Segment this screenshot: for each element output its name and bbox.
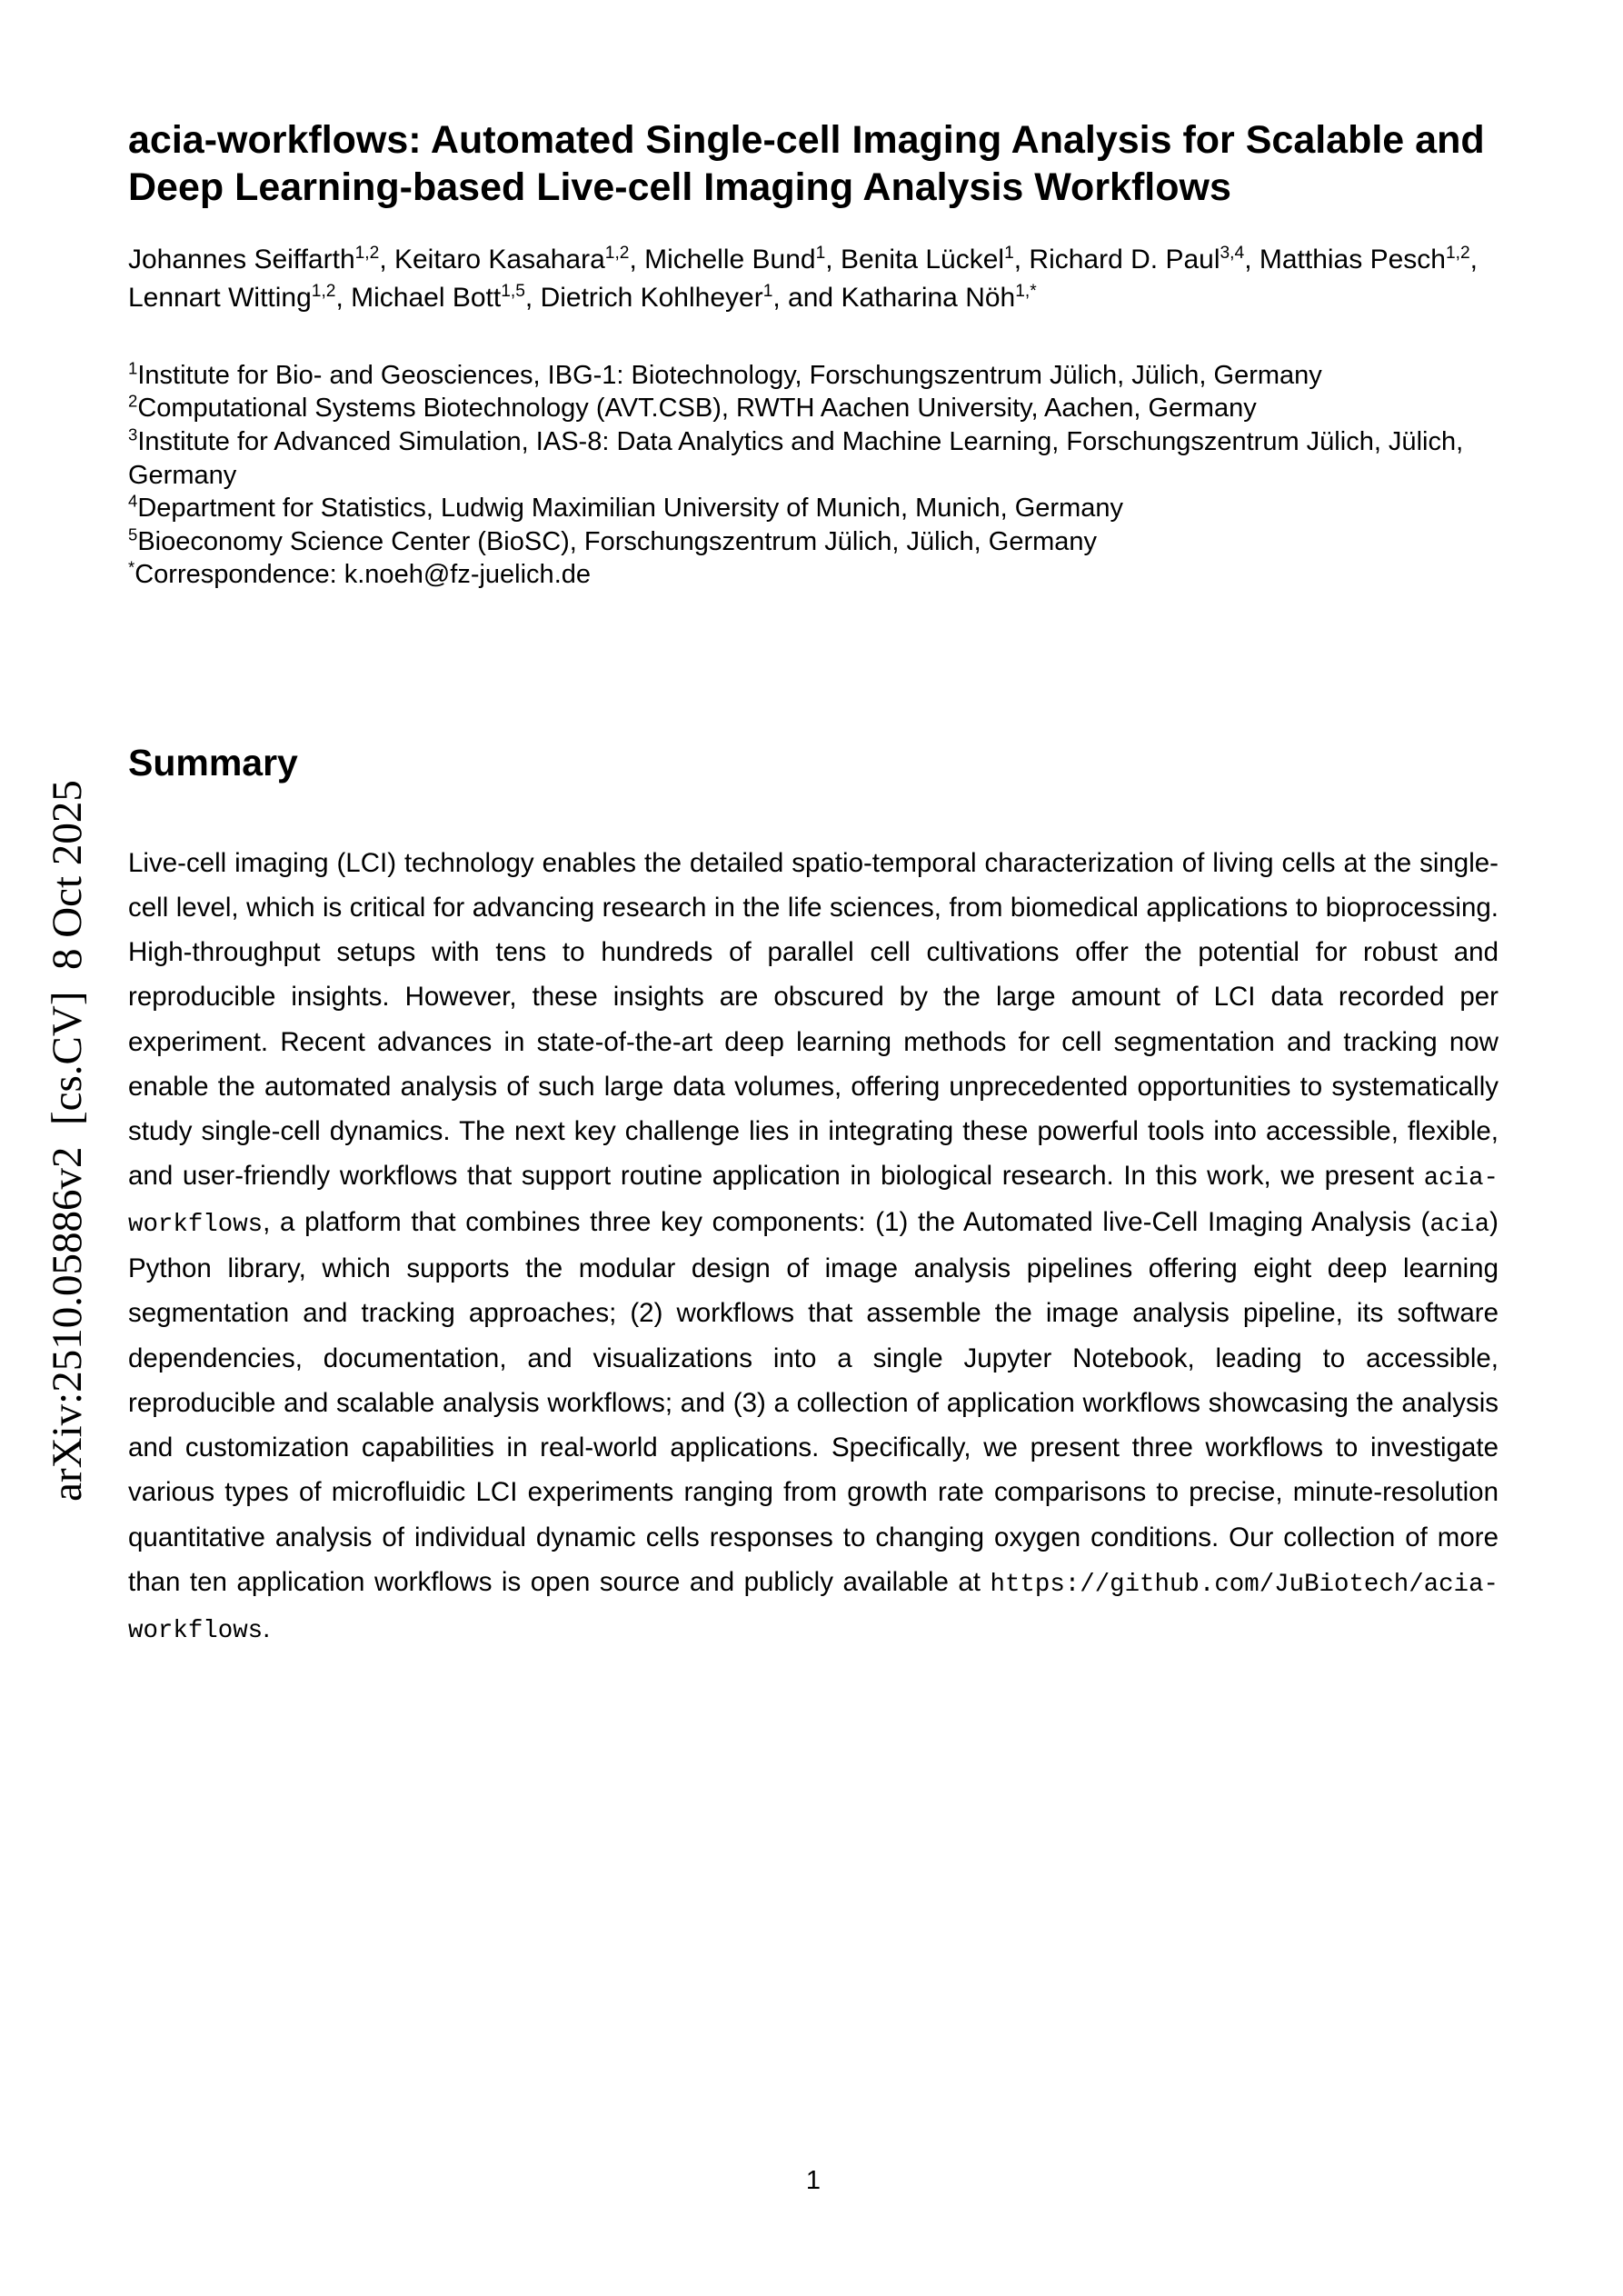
affiliation-marker: 1 — [128, 358, 138, 378]
affiliation-marker: 2 — [128, 391, 138, 411]
author-name: Lennart Witting — [128, 282, 312, 313]
abstract-segment: ) Python library, which supports the modular design of image analysis pipelines offering eight deep learning segmentation and tracking approaches; (2) workflows that assemble the image analysis pipeline, its software dependencies, documentation, and visualizations into a single Jupyter Notebook, leading to accessible, reproducible and scalable analysis workflows; and (3) a collection of application workflows showcasing the analysis and customization capabilities in real-world applications. Specifically, we present three workflows to investigate various types of microfluidic LCI experiments ranging from growth rate comparisons to precise, minute-resolution quantitative analysis of individual dynamic cells responses to changing oxygen conditions. Our collection of more than ten application workflows is open source and publicly available at — [128, 1207, 1499, 1597]
author-affiliation-marker: 1 — [762, 281, 773, 301]
author-affiliation-marker: 1,2 — [1445, 243, 1470, 263]
affiliation-marker: 5 — [128, 524, 138, 544]
author-name: Michael Bott — [351, 282, 502, 313]
author-name: Katharina Nöh — [841, 282, 1016, 313]
abstract-segment: . — [263, 1612, 271, 1643]
author-affiliation-marker: 3,4 — [1220, 243, 1245, 263]
arxiv-stamp: arXiv:2510.05886v2 [cs.CV] 8 Oct 2025 — [44, 780, 91, 1502]
acia-inline-code: acia — [1429, 1211, 1490, 1240]
author-affiliation-marker: 1 — [815, 243, 826, 263]
author-name: Keitaro Kasahara — [393, 244, 605, 275]
author-name: Michelle Bund — [644, 244, 816, 275]
abstract-text — [128, 841, 1499, 1652]
affiliation-line: $^3$Institute for Advanced Simulation, IAS-8: Data Analytics and Machine Learning, Forschungszentrum Jülich, Jülich, Germany — [128, 424, 1464, 490]
author-affiliation-marker: 1,2 — [354, 243, 380, 263]
page-number: 1 — [805, 2166, 821, 2195]
affiliation-line: $^5$Bioeconomy Science Center (BioSC), Forschungszentrum Jülich, Jülich, Germany — [128, 524, 1098, 556]
abstract-segment: , a platform that combines three key components: (1) the Automated live-Cell Imaging Analysis ( — [263, 1207, 1430, 1238]
correspondence-email[interactable]: k.noeh@fz-juelich.de — [344, 560, 592, 590]
affiliation-marker: * — [128, 557, 135, 577]
affiliation-line: $^2$Computational Systems Biotechnology (AVT.CSB), RWTH Aachen University, Aachen, Germany — [128, 391, 1257, 424]
author-affiliation-marker: 1,5 — [501, 281, 525, 301]
affiliation-marker: 4 — [128, 491, 138, 511]
affiliation-marker: 3 — [128, 424, 138, 444]
author-list: Johannes Seiffarth$^{1,2}$, Keitaro Kasahara$^{1,2}$, Michelle Bund$^1$, Benita Lückel$^1$, Richard D. Paul$^{3,4}$, Matthias Pesch$^{1,2}$, Lennart Witting$^{1,2}$, Michael Bott$^{1,5}$, Dietrich Kohlheyer$^1$, and Katharina Nöh$^{1,*}$ — [128, 243, 1478, 313]
paper-content — [128, 116, 1499, 1652]
acia-workflows-inline-code: acia-workflows — [128, 1164, 1499, 1240]
author-name: Johannes Seiffarth — [128, 244, 355, 275]
author-name: Richard D. Paul — [1029, 244, 1220, 275]
abstract-segment: Live-cell imaging (LCI) technology enables the detailed spatio-temporal characterization of living cells at the single-cell level, which is critical for advancing research in the life sciences, from biomedical applications to bioprocessing. High-throughput setups with tens to hundreds of parallel cell cultivations offer the potential for robust and reproducible insights. However, these insights are obscured by the large amount of LCI data recorded per experiment. Recent advances in state-of-the-art deep learning methods for cell segmentation and tracking now enable the automated analysis of such large data volumes, offering unprecedented opportunities to systematically study single-cell dynamics. The next key challenge lies in integrating these powerful tools into accessible, flexible, and user-friendly workflows that support routine application in biological research. In this work, we present — [128, 847, 1499, 1192]
affiliation-line: $^1$Institute for Bio- and Geosciences, IBG-1: Biotechnology, Forschungszentrum Jülich, Jülich, Germany — [128, 358, 1322, 390]
author-name: Matthias Pesch — [1259, 244, 1446, 275]
github-link[interactable]: https://github.com/JuBiotech/acia-workflows — [128, 1570, 1499, 1645]
author-affiliation-marker: 1 — [1004, 243, 1014, 263]
paper-title: acia-workflows: Automated Single-cell Imaging Analysis for Scalable and Deep Learning-based Live-cell Imaging Analysis Workflows — [128, 118, 1485, 210]
author-affiliation-marker: 1,2 — [604, 243, 630, 263]
affiliation-line: $^4$Department for Statistics, Ludwig Maximilian University of Munich, Munich, Germany — [128, 491, 1123, 524]
affiliation-list — [128, 359, 1499, 592]
author-name: Benita Lückel — [840, 244, 1005, 275]
summary-heading: Summary — [128, 741, 298, 784]
author-name: Dietrich Kohlheyer — [540, 282, 763, 313]
author-affiliation-marker: 1,* — [1015, 281, 1037, 301]
affiliation-line: *Correspondence: k.noeh@fz-juelich.de — [128, 557, 592, 590]
author-affiliation-marker: 1,2 — [311, 281, 336, 301]
